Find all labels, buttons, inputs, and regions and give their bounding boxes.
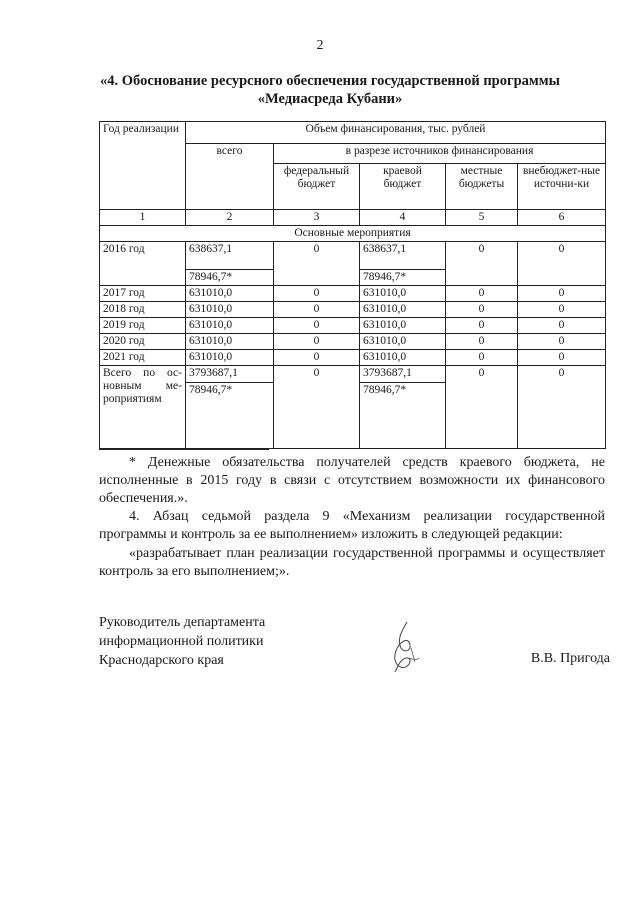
row-local: 0 [446,366,518,449]
signature-line-3: Краснодарского края [99,653,224,668]
header-extra: внебюджет-ные источни-ки [518,164,606,210]
table-row-total [100,366,606,449]
header-volume: Объем финансирования, тыс. рублей [186,122,606,144]
column-number: 4 [360,210,446,226]
row-local: 0 [446,318,518,334]
signature-line-1: Руководитель департамента [99,615,266,630]
row-local: 0 [446,302,518,318]
row-federal: 0 [274,286,360,302]
header-total: всего [186,144,274,210]
row-regional: 631010,0 [360,334,446,350]
column-number-row [100,210,606,226]
row-extra: 0 [518,318,606,334]
paragraph-quote: «разрабатывает план реализации государственной программы и осуществляет контроль за его выполнением;». [99,546,605,579]
row-local: 0 [446,286,518,302]
signatory-name: В.В. Пригода [530,651,610,666]
table-row [100,302,606,318]
row-federal: 0 [274,334,360,350]
column-number: 5 [446,210,518,226]
signature-line-2: информационной политики [99,634,264,649]
row-total: 631010,0 [186,350,274,366]
row-regional: 631010,0 [360,302,446,318]
row-total: 3793687,1 78946,7* [186,366,274,449]
row-total-note: 78946,7* [186,269,273,284]
row-extra: 0 [518,242,606,286]
signature-position [99,613,359,670]
row-total-label: Всего по ос- новным ме- роприятиям [100,366,186,449]
column-number: 6 [518,210,606,226]
section-row-label: Основные мероприятия [100,226,606,242]
row-total: 631010,0 [186,302,274,318]
heading-line-2: «Медиасреда Кубани» [257,91,403,107]
table-row [100,242,606,286]
funding-table [99,121,606,449]
table-row [100,334,606,350]
row-extra: 0 [518,366,606,449]
row-total: 631010,0 [186,318,274,334]
row-year: 2018 год [100,302,186,318]
row-extra: 0 [518,286,606,302]
header-sources: в разрезе источников финансирования [274,144,606,164]
row-year: 2021 год [100,350,186,366]
column-number: 2 [186,210,274,226]
row-regional: 631010,0 [360,286,446,302]
row-local: 0 [446,334,518,350]
table-row [100,318,606,334]
row-year: 2020 год [100,334,186,350]
row-total: 638637,1 78946,7* [186,242,274,286]
row-total-note: 78946,7* [186,382,273,447]
page-number: 2 [316,38,324,53]
column-number: 1 [100,210,186,226]
column-number: 3 [274,210,360,226]
row-extra: 0 [518,350,606,366]
row-local: 0 [446,242,518,286]
footnote-text: * Денежные обязательства получателей средств краевого бюджета, не исполненные в 2015 году в связи с отсутствием возможности их финансового обеспечения.». [99,455,605,506]
row-year: 2016 год [100,242,186,286]
row-federal: 0 [274,350,360,366]
row-regional: 631010,0 [360,318,446,334]
header-local: местные бюджеты [446,164,518,210]
row-total: 631010,0 [186,286,274,302]
section-heading [60,72,600,108]
row-federal: 0 [274,318,360,334]
header-year: Год реализации [100,122,186,210]
heading-line-1: «4. Обоснование ресурсного обеспечения государственной программы [100,73,560,89]
handwritten-signature [385,618,425,676]
row-regional: 638637,1 78946,7* [360,242,446,286]
row-federal: 0 [274,242,360,286]
header-federal: федеральный бюджет [274,164,360,210]
row-total: 631010,0 [186,334,274,350]
row-year: 2017 год [100,286,186,302]
table-row [100,286,606,302]
paragraph-item-4: 4. Абзац седьмой раздела 9 «Механизм реализации государственной программы и контроль за ее выполнением» изложить в следующей редакции: [99,509,605,542]
row-year: 2019 год [100,318,186,334]
row-federal: 0 [274,366,360,449]
row-extra: 0 [518,334,606,350]
row-local: 0 [446,350,518,366]
header-regional: краевой бюджет [360,164,446,210]
row-regional: 631010,0 [360,350,446,366]
row-regional-note: 78946,7* [360,382,445,447]
row-regional: 3793687,1 78946,7* [360,366,446,449]
row-extra: 0 [518,302,606,318]
row-regional-note: 78946,7* [360,269,445,284]
table-row [100,350,606,366]
row-federal: 0 [274,302,360,318]
footnote-divider [99,449,269,450]
